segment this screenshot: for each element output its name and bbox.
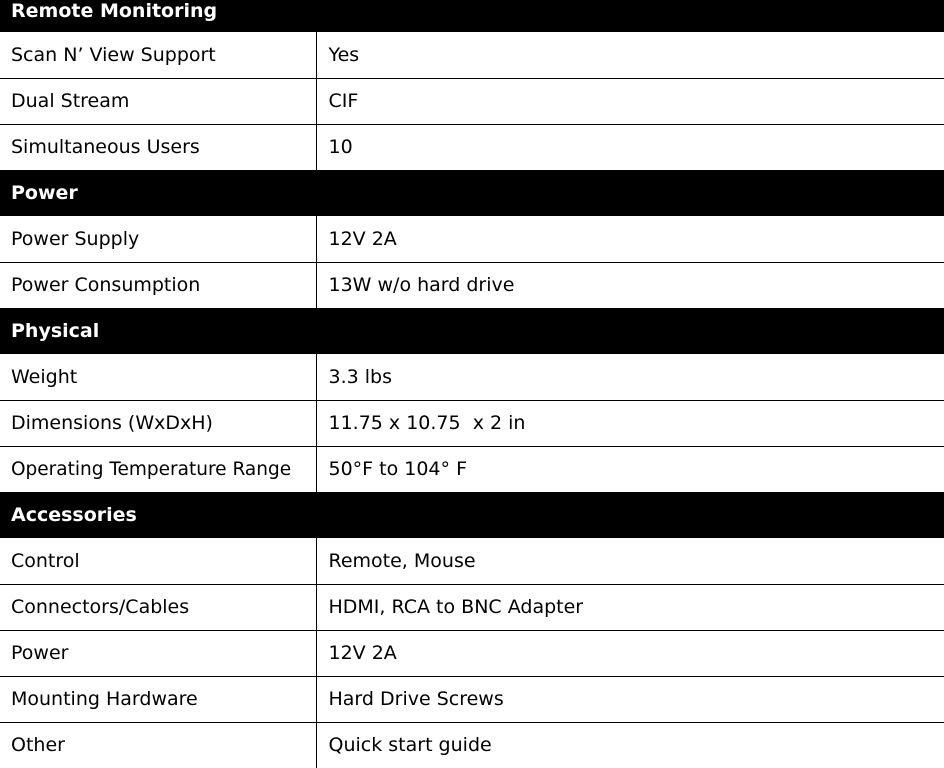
- table-row: [0, 262, 944, 308]
- spec-label: Power Consumption: [0, 262, 316, 308]
- table-row: [0, 216, 944, 262]
- section-header-remote-monitoring: [0, 0, 944, 32]
- spec-value: Hard Drive Screws: [316, 676, 944, 722]
- spec-label: Simultaneous Users: [0, 124, 316, 170]
- spec-label: Power: [0, 630, 316, 676]
- spec-label: Connectors/Cables: [0, 584, 316, 630]
- section-title: Power: [0, 170, 944, 216]
- section-header-accessories: [0, 492, 944, 538]
- table-row: [0, 78, 944, 124]
- section-title: Physical: [0, 308, 944, 354]
- spec-label: Scan N’ View Support: [0, 32, 316, 78]
- spec-label: Dimensions (WxDxH): [0, 400, 316, 446]
- spec-value: 50°F to 104° F: [316, 446, 944, 492]
- spec-value: 10: [316, 124, 944, 170]
- spec-value: Remote, Mouse: [316, 538, 944, 584]
- table-row: [0, 722, 944, 768]
- spec-value: 11.75 x 10.75 x 2 in: [316, 400, 944, 446]
- table-row: [0, 584, 944, 630]
- table-row: [0, 630, 944, 676]
- table-row: [0, 676, 944, 722]
- spec-label: Operating Temperature Range: [0, 446, 316, 492]
- spec-value: Quick start guide: [328, 734, 492, 757]
- spec-value: 13W w/o hard drive: [316, 262, 944, 308]
- table-row: [0, 32, 944, 78]
- section-title: Remote Monitoring: [0, 0, 944, 32]
- spec-value: HDMI, RCA to BNC Adapter: [316, 584, 944, 630]
- spec-label: Power Supply: [0, 216, 316, 262]
- spec-label: Mounting Hardware: [0, 676, 316, 722]
- spec-value: 12V 2A: [316, 630, 944, 676]
- table-row: [0, 538, 944, 584]
- spec-label: Control: [0, 538, 316, 584]
- table-row: [0, 124, 944, 170]
- spec-label: Weight: [0, 354, 316, 400]
- spec-value: CIF: [316, 78, 944, 124]
- spec-value: 3.3 lbs: [316, 354, 944, 400]
- section-header-power: [0, 170, 944, 216]
- table-row: [0, 354, 944, 400]
- spec-value: Yes: [316, 32, 944, 78]
- table-row: [0, 446, 944, 492]
- spec-label: Other: [0, 722, 316, 768]
- section-title: Accessories: [0, 492, 944, 538]
- table-row: [0, 400, 944, 446]
- spec-value: 12V 2A: [316, 216, 944, 262]
- section-header-physical: [0, 308, 944, 354]
- spec-label: Dual Stream: [0, 78, 316, 124]
